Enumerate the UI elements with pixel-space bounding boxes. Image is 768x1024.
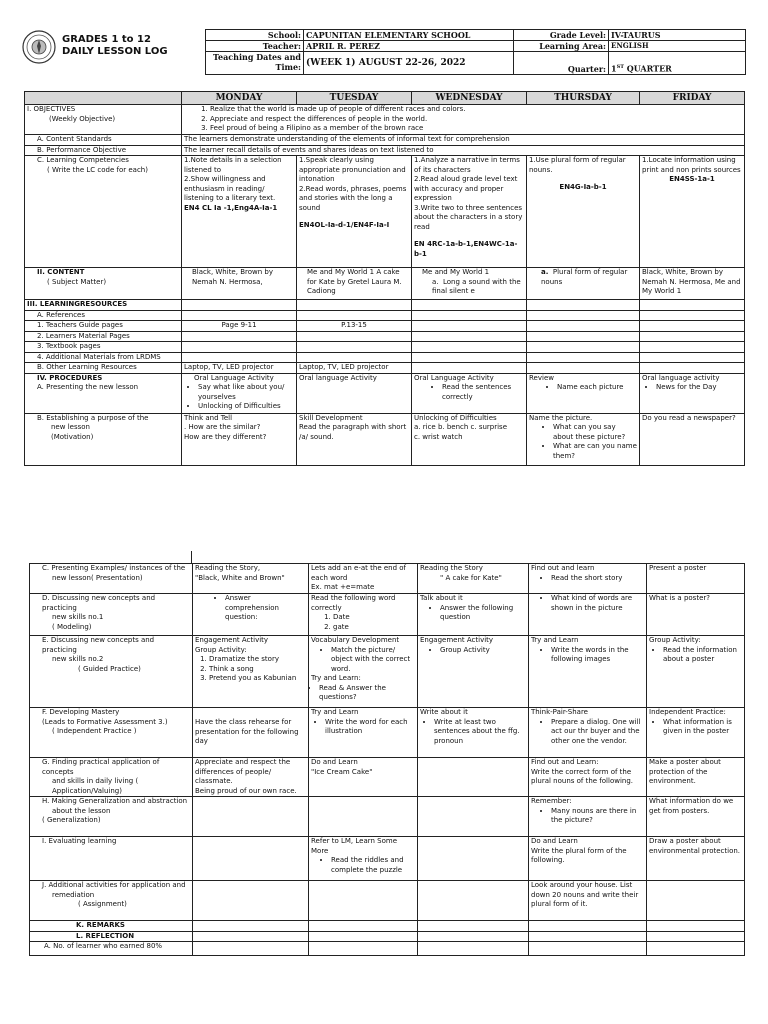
day-friday: FRIDAY — [640, 92, 745, 105]
references-label: A. References — [25, 310, 182, 321]
deped-seal-logo — [22, 30, 56, 64]
content-wednesday: Me and My World 1 a. Long a sound with the final silent e — [412, 268, 527, 300]
grade-value: IV-TAURUS — [609, 30, 746, 41]
proc-g-friday: Make a poster about protection of the environment. — [647, 758, 745, 797]
proc-e-wednesday: Engagement Activity • Group Activity — [418, 636, 529, 708]
proc-i-tuesday: Refer to LM, Learn Some More • Read the riddles and complete the puzzle — [309, 837, 418, 881]
area-value: ENGLISH — [609, 41, 746, 52]
textbook-label: 3. Textbook pages — [25, 342, 182, 353]
dates-value: (WEEK 1) AUGUST 22-26, 2022 — [304, 52, 514, 75]
proc-b-thursday: Name the picture. • What can you say about these picture? • What are can you name them? — [527, 413, 640, 465]
tg-monday: Page 9-11 — [182, 321, 297, 332]
proc-e-monday: Engagement Activity Group Activity: 1. Dramatize the story 2. Think a song 3. Pretend you as Kabunian — [193, 636, 309, 708]
proc-h-friday: What information do we get from posters. — [647, 797, 745, 837]
lrdms-label: 4. Additional Materials from LRDMS — [25, 352, 182, 363]
proc-f-monday: Have the class rehearse for presentation for the following day — [193, 708, 309, 758]
area-label: Learning Area: — [514, 41, 609, 52]
dates-label: Teaching Dates and Time: — [206, 52, 304, 75]
performance-text: The learner recall details of events and shares ideas on text listened to — [182, 145, 745, 156]
header-info-table — [205, 29, 746, 75]
other-resources-label: B. Other Learning Resources — [25, 363, 182, 374]
grade-label: Grade Level: — [514, 30, 609, 41]
proc-g-tuesday: Do and Learn "Ice Cream Cake" — [309, 758, 418, 797]
competencies-friday: 1.Locate information using print and non prints sources EN4SS-1a-1 — [640, 156, 745, 268]
lesson-log-table-page2 — [29, 563, 745, 956]
other-monday: Laptop, TV, LED projector — [182, 363, 297, 374]
day-tuesday: TUESDAY — [297, 92, 412, 105]
page-break-line — [191, 551, 192, 563]
remarks-label: K. REMARKS — [30, 921, 193, 932]
proc-f-tuesday: Try and Learn • Write the word for each illustration — [309, 708, 418, 758]
proc-d-tuesday: Read the following word correctly 1. Date 2. gate — [309, 594, 418, 636]
competencies-monday: 1.Note details in a selection listened to 2.Show willingness and enthusiasm in reading/ listening to a literary text. EN4 CL Ia -1,Eng4A-Ia-1 — [182, 156, 297, 268]
procedures-label: IV. PROCEDURES A. Presenting the new lesson — [25, 373, 182, 413]
content-label: II. CONTENT ( Subject Matter) — [25, 268, 182, 300]
teachers-guide-label: 1. Teachers Guide pages — [25, 321, 182, 332]
proc-b-tuesday: Skill Development Read the paragraph with short /a/ sound. — [297, 413, 412, 465]
proc-d-thursday: • What kind of words are shown in the picture — [529, 594, 647, 636]
proc-a-thursday: Review • Name each picture — [527, 373, 640, 413]
performance-label: B. Performance Objective — [25, 145, 182, 156]
content-monday: Black, White, Brown by Nemah N. Hermosa, — [182, 268, 297, 300]
proc-b-label: B. Establishing a purpose of the new lesson (Motivation) — [25, 413, 182, 465]
content-standards-label: A. Content Standards — [25, 135, 182, 146]
proc-e-thursday: Try and Learn • Write the words in the following images — [529, 636, 647, 708]
teacher-value: APRIL R. PEREZ — [304, 41, 514, 52]
content-tuesday: Me and My World 1 A cake for Kate by Gretel Laura M. Cadiong — [297, 268, 412, 300]
competencies-tuesday: 1.Speak clearly using appropriate pronunciation and intonation 2.Read words, phrases, poems and stories with the long a sound EN4OL-Ia-d-1/EN4F-Ia-I — [297, 156, 412, 268]
proc-c-monday: Reading the Story, "Black, White and Brown" — [193, 564, 309, 594]
proc-c-wednesday: Reading the Story " A cake for Kate" — [418, 564, 529, 594]
competencies-wednesday: 1.Analyze a narrative in terms of its characters 2.Read aloud grade level text with accuracy and proper expression 3.Write two to three sentences about the characters in a story read EN 4RC-1a-b-1,EN4WC-1a-b-1 — [412, 156, 527, 268]
quarter-label: Quarter: — [514, 52, 609, 75]
proc-h-thursday: Remember: • Many nouns are there in the picture? — [529, 797, 647, 837]
proc-a-monday: Oral Language Activity • Say what like about you/ yourselves • Unlocking of Difficulties — [182, 373, 297, 413]
proc-b-wednesday: Unlocking of Difficulties a. rice b. bench c. surprise c. wrist watch — [412, 413, 527, 465]
proc-b-monday: Think and Tell . How are the similar? How are they different? — [182, 413, 297, 465]
proc-f-thursday: Think-Pair-Share • Prepare a dialog. One will act our thr buyer and the other one the vendor. — [529, 708, 647, 758]
corner-cell — [25, 92, 182, 105]
quarter-value: 1ST QUARTER — [609, 52, 746, 75]
proc-d-friday: What is a poster? — [647, 594, 745, 636]
reflection-label: L. REFLECTION — [30, 931, 193, 942]
proc-c-tuesday: Lets add an e-at the end of each word Ex. mat +e=mate — [309, 564, 418, 594]
proc-a-tuesday: Oral language Activity — [297, 373, 412, 413]
proc-e-friday: Group Activity: • Read the information about a poster — [647, 636, 745, 708]
lesson-log-table-page1 — [24, 91, 745, 466]
proc-g-thursday: Find out and Learn: Write the correct form of the plural nouns of the following. — [529, 758, 647, 797]
proc-a-friday: Oral language activity • News for the Day — [640, 373, 745, 413]
proc-f-friday: Independent Practice: • What information is given in the poster — [647, 708, 745, 758]
content-friday: Black, White, Brown by Nemah N. Hermosa, Me and My World 1 — [640, 268, 745, 300]
competencies-label: C. Learning Competencies ( Write the LC code for each) — [25, 156, 182, 268]
resources-label: III. LEARNINGRESOURCES — [25, 300, 182, 311]
school-value: CAPUNITAN ELEMENTARY SCHOOL — [304, 30, 514, 41]
competencies-thursday: 1.Use plural form of regular nouns. EN4G-Ia-b-1 — [527, 156, 640, 268]
tg-tuesday: P.13-15 — [297, 321, 412, 332]
learners-material-label: 2. Learners Material Pages — [25, 331, 182, 342]
proc-d-monday: • Answer comprehension question: — [193, 594, 309, 636]
proc-h-label: H. Making Generalization and abstraction about the lesson ( Generalization) — [30, 797, 193, 837]
proc-g-monday: Appreciate and respect the differences of people/ classmate. Being proud of our own race. — [193, 758, 309, 797]
proc-i-friday: Draw a poster about environmental protection. — [647, 837, 745, 881]
content-standards-text: The learners demonstrate understanding of the elements of informal text for comprehension — [182, 135, 745, 146]
teacher-label: Teacher: — [206, 41, 304, 52]
proc-f-label: F. Developing Mastery (Leads to Formative Assessment 3.) ( Independent Practice ) — [30, 708, 193, 758]
proc-i-thursday: Do and Learn Write the plural form of the following. — [529, 837, 647, 881]
proc-a-wednesday: Oral Language Activity • Read the sentences correctly — [412, 373, 527, 413]
proc-b-friday: Do you read a newspaper? — [640, 413, 745, 465]
proc-j-thursday: Look around your house. List down 20 nouns and write their plural form of it. — [529, 881, 647, 921]
learners-80-label: A. No. of learner who earned 80% — [30, 942, 193, 956]
proc-g-label: G. Finding practical application of concepts and skills in daily living ( Application/Valuing) — [30, 758, 193, 797]
day-monday: MONDAY — [182, 92, 297, 105]
content-thursday: a. Plural form of regular nouns — [527, 268, 640, 300]
day-wednesday: WEDNESDAY — [412, 92, 527, 105]
day-thursday: THURSDAY — [527, 92, 640, 105]
proc-c-label: C. Presenting Examples/ instances of the new lesson( Presentation) — [30, 564, 193, 594]
school-label: School: — [206, 30, 304, 41]
proc-c-thursday: Find out and learn • Read the short story — [529, 564, 647, 594]
document-title: GRADES 1 to 12 DAILY LESSON LOG — [62, 34, 168, 57]
proc-d-wednesday: Talk about it • Answer the following question — [418, 594, 529, 636]
objectives-list: 1. Realize that the world is made up of people of different races and colors. 2. Appreciate and respect the differences of people in the world. 3. Feel proud of being a Filipino as a member of the brown race — [182, 105, 745, 135]
proc-f-wednesday: Write about it • Write at least two sentences about the ffg. pronoun — [418, 708, 529, 758]
other-tuesday: Laptop, TV, LED projector — [297, 363, 412, 374]
proc-c-friday: Present a poster — [647, 564, 745, 594]
proc-d-label: D. Discussing new concepts and practicing new skills no.1 ( Modeling) — [30, 594, 193, 636]
proc-i-label: I. Evaluating learning — [30, 837, 193, 881]
proc-e-tuesday: Vocabulary Development • Match the picture/ object with the correct word. Try and Learn: • Read & Answer the questions? — [309, 636, 418, 708]
proc-j-label: J. Additional activities for application and remediation ( Assignment) — [30, 881, 193, 921]
proc-e-label: E. Discussing new concepts and practicing new skills no.2 ( Guided Practice) — [30, 636, 193, 708]
objectives-label: I. OBJECTIVES (Weekly Objective) — [25, 105, 182, 135]
